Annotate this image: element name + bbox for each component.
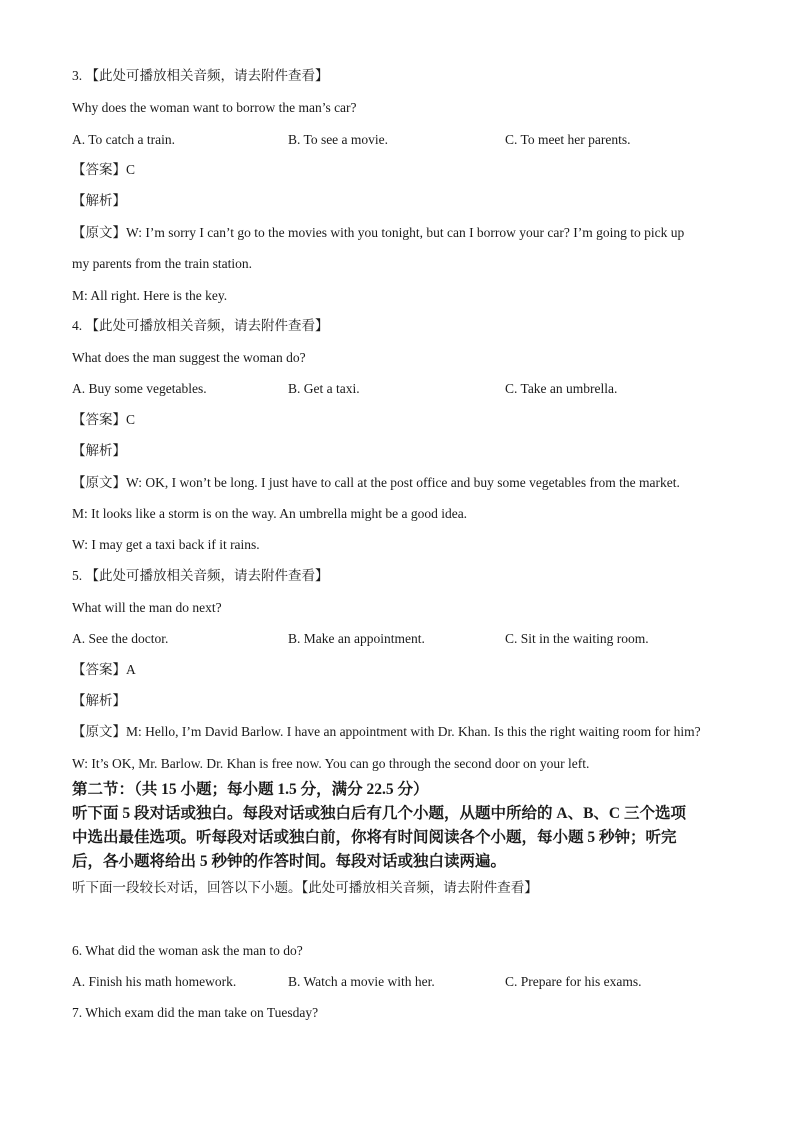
section2-lead: 听下面一段较长对话，回答以下小题。【此处可播放相关音频，请去附件查看】: [72, 880, 538, 895]
q3-options: [72, 132, 732, 148]
q3-option-c: C. To meet her parents.: [505, 132, 631, 147]
q3-answer: 【答案】C: [72, 162, 136, 177]
q5-header: 5. 【此处可播放相关音频，请去附件查看】: [72, 568, 329, 583]
q5-option-a: A. See the doctor.: [72, 631, 169, 646]
q6-question: 6. What did the woman ask the man to do?: [72, 943, 303, 958]
q3-analysis-label: 【解析】: [72, 193, 126, 208]
section2-instruction-line-3: 后，各小题将给出 5 秒钟的作答时间。每段对话或独白读两遍。: [72, 853, 507, 870]
q4-answer: 【答案】C: [72, 412, 136, 427]
q6-option-c: C. Prepare for his exams.: [505, 974, 642, 989]
q4-transcript-line-2: M: It looks like a storm is on the way. An umbrella might be a good idea.: [72, 506, 468, 521]
q4-analysis-label: 【解析】: [72, 443, 126, 458]
q5-transcript-line-2: W: It’s OK, Mr. Barlow. Dr. Khan is free now. You can go through the second door on your left.: [72, 756, 590, 771]
q4-question: What does the man suggest the woman do?: [72, 350, 306, 365]
q5-option-c: C. Sit in the waiting room.: [505, 631, 649, 646]
q3-option-a: A. To catch a train.: [72, 132, 176, 147]
section2-instruction-line-1: 听下面 5 段对话或独白。每段对话或独白后有几个小题，从题中所给的 A、B、C 三个选项: [72, 805, 686, 822]
q6-option-a: A. Finish his math homework.: [72, 974, 237, 989]
q4-option-b: B. Get a taxi.: [288, 381, 360, 396]
q3-transcript-line-1: 【原文】W: I’m sorry I can’t go to the movies with you tonight, but can I borrow your car? I’m going to pick up: [72, 225, 685, 240]
q5-options: [72, 631, 732, 647]
q3-transcript-line-3: M: All right. Here is the key.: [72, 288, 228, 303]
q3-header: 3. 【此处可播放相关音频，请去附件查看】: [72, 68, 329, 83]
q5-answer: 【答案】A: [72, 662, 136, 677]
section2-instruction-line-2: 中选出最佳选项。听每段对话或独白前，你将有时间阅读各个小题，每小题 5 秒钟；听完: [72, 829, 677, 846]
q5-option-b: B. Make an appointment.: [288, 631, 425, 646]
q4-header: 4. 【此处可播放相关音频，请去附件查看】: [72, 318, 329, 333]
q3-option-b: B. To see a movie.: [288, 132, 389, 147]
q5-transcript-line-1: 【原文】M: Hello, I’m David Barlow. I have an appointment with Dr. Khan. Is this the right waiting room for him?: [72, 724, 701, 739]
q6-options: [72, 974, 732, 990]
section2-title: 第二节：（共 15 小题；每小题 1.5 分，满分 22.5 分）: [72, 781, 429, 798]
q6-option-b: B. Watch a movie with her.: [288, 974, 435, 989]
q4-option-c: C. Take an umbrella.: [505, 381, 618, 396]
q4-option-a: A. Buy some vegetables.: [72, 381, 207, 396]
q5-analysis-label: 【解析】: [72, 693, 126, 708]
q3-question: Why does the woman want to borrow the man’s car?: [72, 100, 357, 115]
q4-options: [72, 381, 732, 397]
q5-question: What will the man do next?: [72, 600, 222, 615]
q3-transcript-line-2: my parents from the train station.: [72, 256, 252, 271]
q4-transcript-line-1: 【原文】W: OK, I won’t be long. I just have to call at the post office and buy some vegetables from the market.: [72, 475, 680, 490]
q4-transcript-line-3: W: I may get a taxi back if it rains.: [72, 537, 260, 552]
q7-question: 7. Which exam did the man take on Tuesday?: [72, 1005, 319, 1020]
